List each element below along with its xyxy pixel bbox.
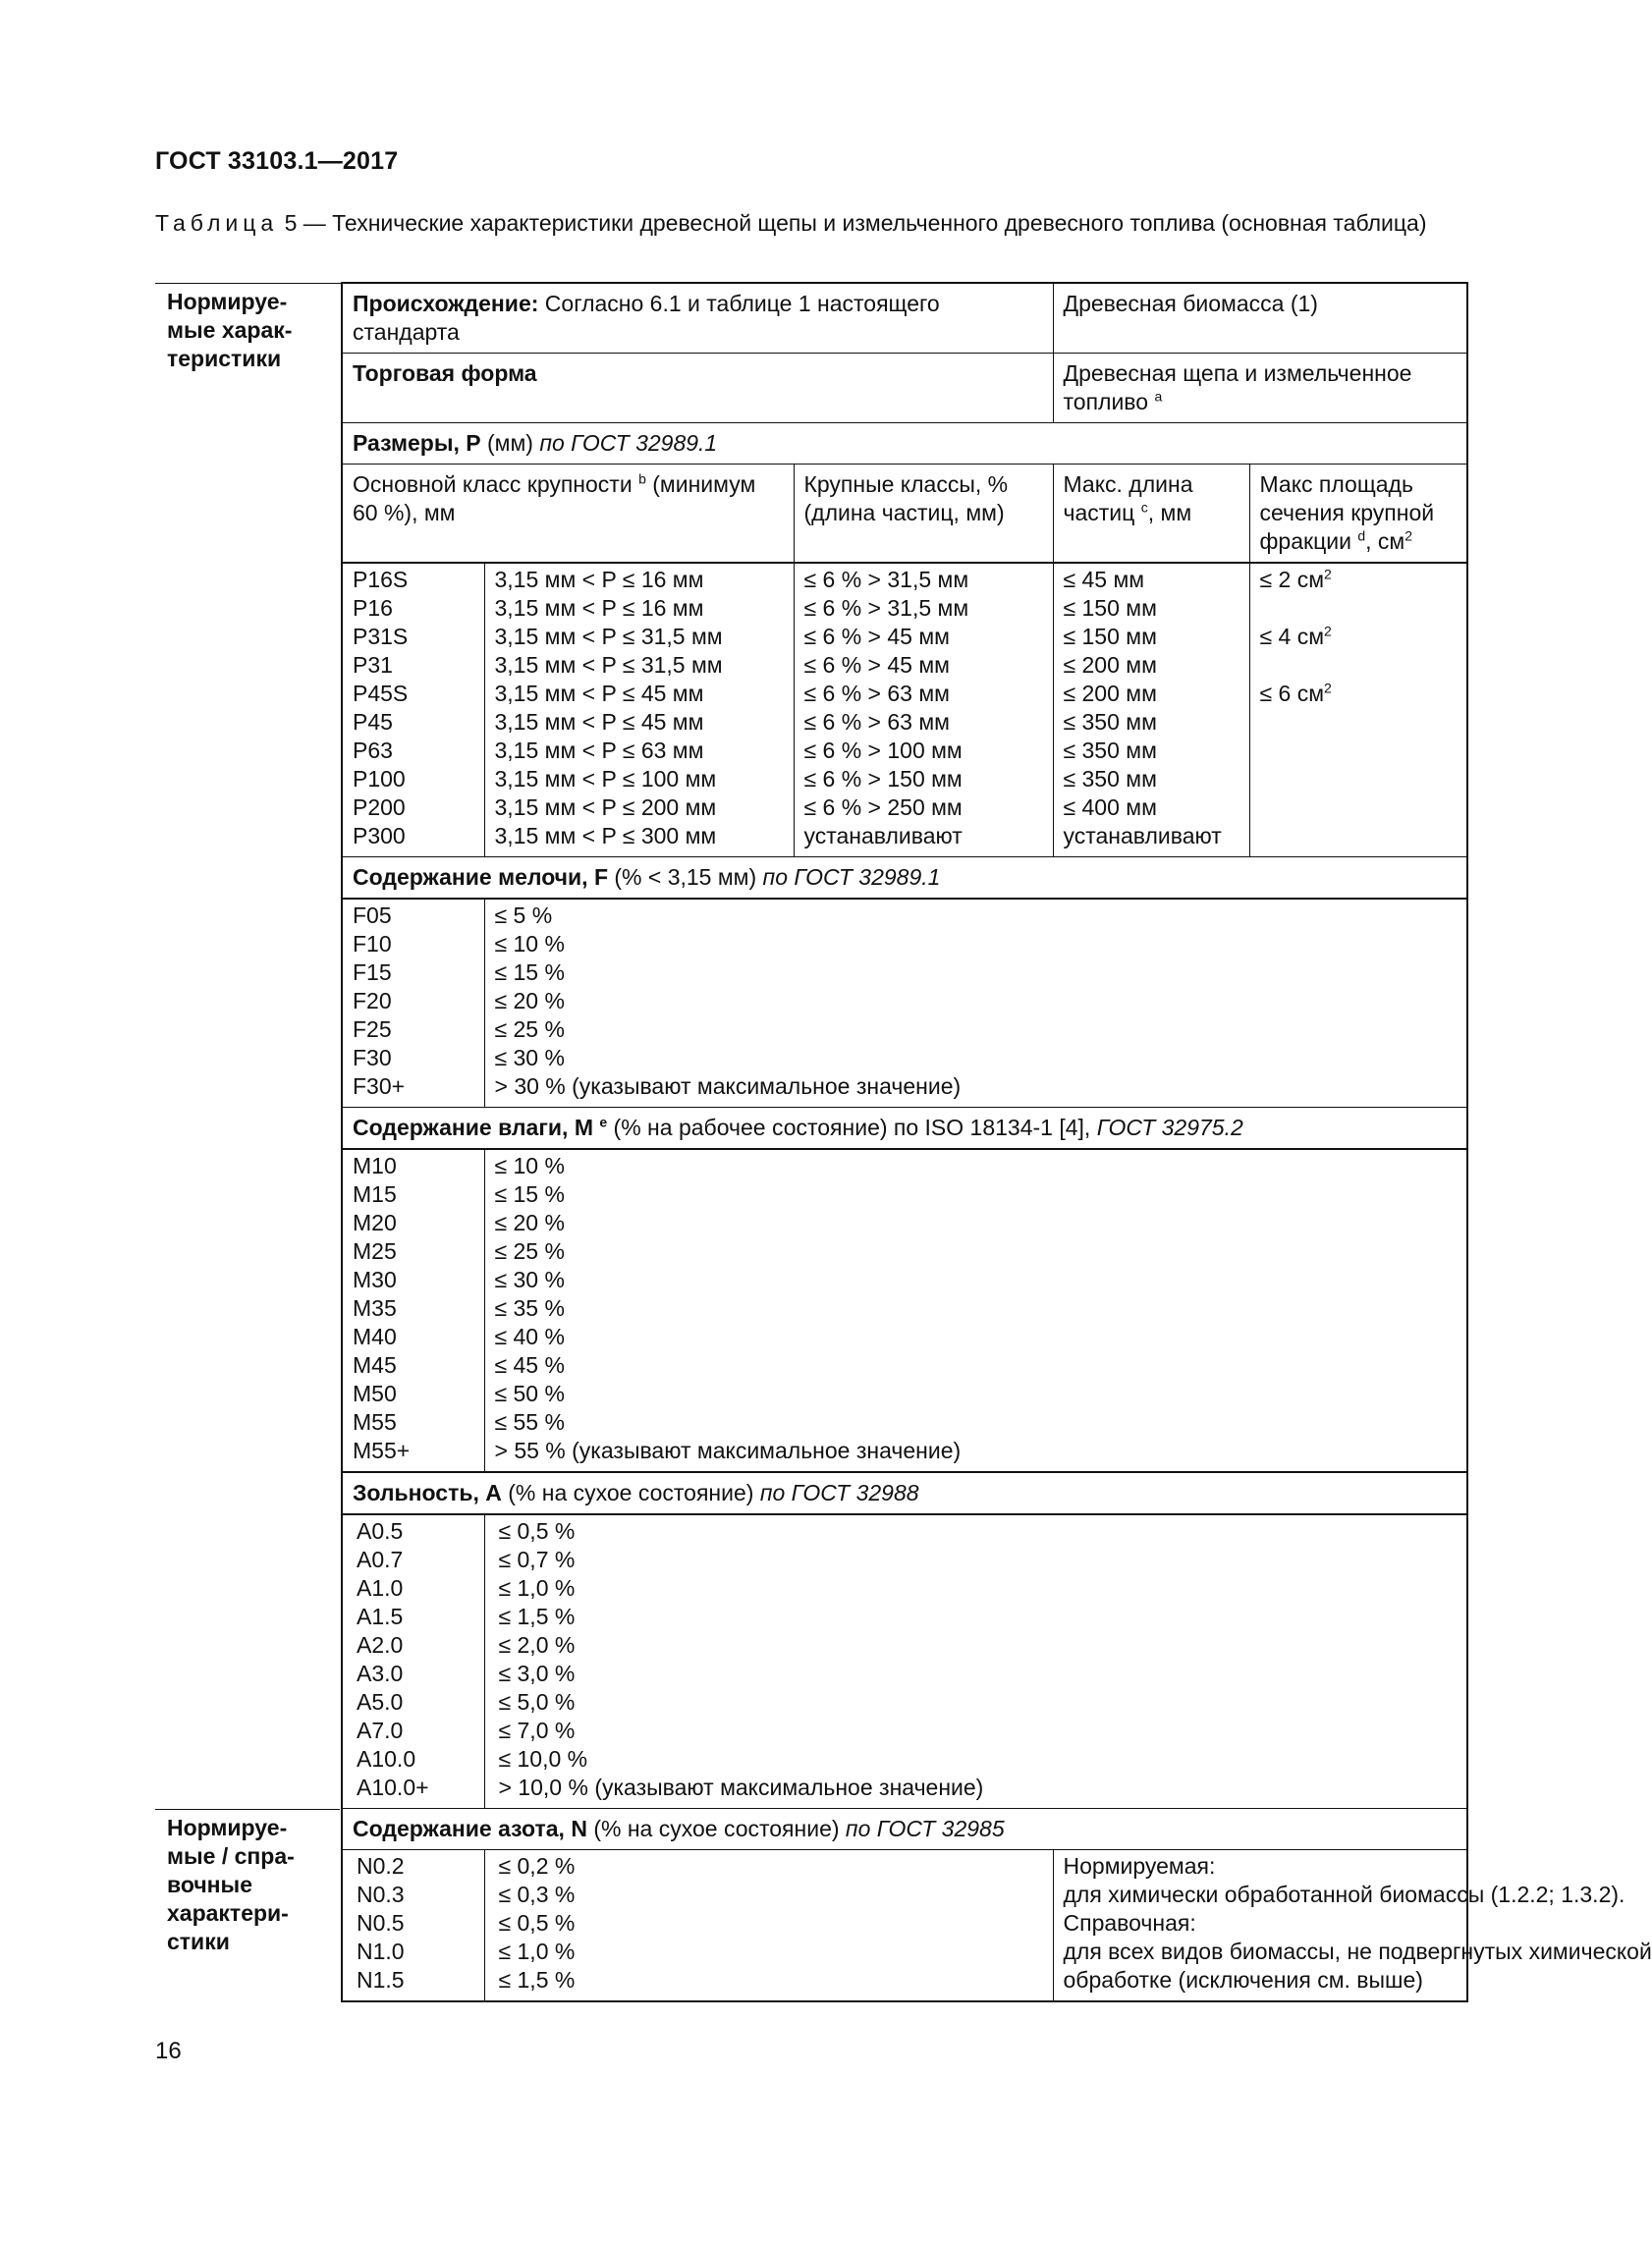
- caption-number: 5: [284, 210, 298, 236]
- list-line: Нормируе-: [167, 1814, 288, 1840]
- list-line: 3,15 мм < P ≤ 31,5 мм: [494, 624, 723, 649]
- origin-label: Происхождение:: [353, 291, 539, 316]
- list-line: P16S: [353, 567, 409, 592]
- list-line: A0.5: [357, 1518, 404, 1544]
- list-line: N1.5: [357, 1967, 405, 1993]
- nitrogen-notes-list: [1063, 1852, 1652, 1995]
- list-line: ≤ 0,7 %: [498, 1547, 576, 1572]
- list-line: ≤ 0,3 %: [498, 1882, 576, 1907]
- list-line: F30+: [353, 1073, 406, 1099]
- list-line: ≤ 2,0 %: [498, 1632, 576, 1658]
- list-line: обработке (исключения см. выше): [1063, 1967, 1423, 1993]
- list-line: ≤ 150 мм: [1063, 624, 1157, 649]
- dimensions-col2-header: Крупные классы, % (длина частиц, мм): [794, 465, 1053, 564]
- fines-title: [342, 857, 1467, 900]
- list-line: ≤ 1,0 %: [498, 1575, 576, 1601]
- list-line: P31: [353, 652, 393, 678]
- list-line: M25: [353, 1238, 397, 1264]
- list-line: N0.2: [357, 1853, 405, 1879]
- list-line: ≤ 6 % > 45 мм: [803, 624, 950, 649]
- nitrogen-values: [484, 1850, 1053, 2002]
- col4-text-b: , см: [1365, 528, 1405, 554]
- dimensions-main-list: [495, 566, 785, 850]
- fines-title-unit: (% < 3,15 мм): [608, 864, 763, 890]
- list-line: ≤ 6 % > 31,5 мм: [803, 595, 969, 621]
- list-line: 3,15 мм < P ≤ 300 мм: [494, 823, 717, 848]
- col3-text-b: , мм: [1147, 500, 1192, 525]
- stub-normative-informative-lines: [167, 1814, 332, 1956]
- list-line: F10: [353, 931, 392, 957]
- list-line: ≤ 350 мм: [1063, 738, 1157, 763]
- list-line: F20: [353, 988, 392, 1013]
- list-line: 3,15 мм < P ≤ 63 мм: [494, 738, 704, 763]
- dimensions-classes: [342, 563, 484, 857]
- col1-text-a: Основной класс крупности: [353, 471, 639, 497]
- list-line: устанавливают: [1063, 823, 1222, 848]
- list-line: ≤ 6 % > 100 мм: [803, 738, 963, 763]
- list-line: ≤ 30 %: [494, 1267, 565, 1292]
- list-line: P300: [353, 823, 406, 848]
- list-line: A1.5: [357, 1604, 404, 1629]
- list-line: P16: [353, 595, 393, 621]
- col1-sup: b: [638, 470, 646, 487]
- list-line: F15: [353, 959, 392, 985]
- list-line: ≤ 6 $см^2$: [1259, 680, 1332, 706]
- list-line: P200: [353, 794, 406, 820]
- fines-values-list: [495, 902, 1459, 1101]
- ash-classes-list: [353, 1517, 475, 1802]
- list-line: мые харак-: [167, 316, 293, 343]
- list-line: P45S: [353, 681, 409, 706]
- dimensions-coarse: [794, 563, 1053, 857]
- list-line: ≤ 400 мм: [1063, 794, 1157, 820]
- col1-text-b: (минимум 60 %), мм: [353, 471, 756, 525]
- list-line: A2.0: [357, 1632, 404, 1658]
- list-line: M55: [353, 1409, 397, 1435]
- list-line: > 55 % (указывают максимальное значение): [494, 1438, 962, 1463]
- list-line: ≤ 4 $см^2$: [1259, 623, 1332, 649]
- list-line: M45: [353, 1352, 397, 1378]
- nitrogen-classes: [342, 1850, 484, 2002]
- unit-superscript: 2: [1324, 623, 1332, 639]
- col3-text-a: Макс. длина частиц: [1063, 471, 1193, 525]
- dimensions-max-area: [1249, 563, 1467, 857]
- caption-prefix: Таблица: [155, 210, 279, 236]
- list-line: ≤ 45 %: [494, 1352, 565, 1378]
- list-line: N0.5: [357, 1910, 405, 1936]
- fines-title-bold: Содержание мелочи, F: [353, 864, 608, 890]
- nitrogen-title-bold: Содержание азота, N: [353, 1816, 587, 1841]
- list-line: ≤ 0,5 %: [498, 1910, 576, 1936]
- list-line: ≤ 30 %: [494, 1045, 565, 1070]
- ash-values-list: [495, 1517, 1459, 1802]
- moisture-title: [342, 1108, 1467, 1150]
- fines-values: [484, 899, 1467, 1108]
- dimensions-title-unit: (мм): [480, 430, 540, 456]
- moisture-title-bold: Содержание влаги, M: [353, 1115, 593, 1140]
- list-line: A3.0: [357, 1661, 404, 1686]
- moisture-classes-list: [353, 1152, 475, 1465]
- dimensions-max-area-list: [1260, 566, 1459, 708]
- list-line: M35: [353, 1295, 397, 1321]
- list-line: ≤ 20 %: [494, 988, 565, 1013]
- list-line: [1260, 594, 1459, 623]
- unit-superscript: 2: [1324, 566, 1332, 582]
- list-line: ≤ 6 % > 45 мм: [803, 652, 950, 678]
- fines-classes-list: [353, 902, 475, 1101]
- moisture-classes: [342, 1149, 484, 1472]
- list-line: ≤ 25 %: [494, 1016, 565, 1042]
- dimensions-title-method: по ГОСТ 32989.1: [539, 430, 718, 456]
- list-line: P31S: [353, 624, 409, 649]
- list-line: ≤ 7,0 %: [498, 1718, 576, 1743]
- dimensions-max-length: [1053, 563, 1249, 857]
- table-caption: [155, 208, 1471, 239]
- list-line: Нормируе-: [167, 288, 288, 314]
- list-line: ≤ 6 % > 63 мм: [803, 681, 950, 706]
- list-line: ≤ 200 мм: [1063, 652, 1157, 678]
- stub-normative: [155, 283, 342, 2001]
- col4-sup: d: [1357, 527, 1366, 544]
- trade-form-note: a: [1154, 388, 1163, 405]
- origin-cell: [342, 283, 1053, 354]
- list-line: ≤ 55 %: [494, 1409, 565, 1435]
- list-line: ≤ 6 % > 250 мм: [803, 794, 963, 820]
- list-line: A5.0: [357, 1689, 404, 1715]
- list-line: A10.0+: [357, 1775, 429, 1800]
- moisture-title-method: ГОСТ 32975.2: [1096, 1115, 1243, 1140]
- list-line: ≤ 0,2 %: [498, 1853, 576, 1879]
- list-line: ≤ 6 % > 31,5 мм: [803, 567, 969, 592]
- nitrogen-title: [342, 1809, 1467, 1850]
- list-line: 3,15 мм < P ≤ 16 мм: [494, 567, 704, 592]
- col4-sup2: 2: [1404, 527, 1413, 544]
- moisture-values-list: [495, 1152, 1459, 1465]
- list-line: M40: [353, 1324, 397, 1349]
- list-line: F05: [353, 902, 392, 928]
- list-line: A10.0: [357, 1746, 416, 1772]
- list-line: мые / спра-: [167, 1842, 295, 1869]
- list-line: ≤ 6 % > 63 мм: [803, 709, 950, 735]
- list-line: > 10,0 % (указывают максимальное значение): [498, 1775, 984, 1800]
- list-line: P63: [353, 738, 393, 763]
- nitrogen-values-list: [495, 1852, 1044, 1995]
- ash-classes: [342, 1514, 484, 1809]
- unit-superscript: 2: [1324, 680, 1332, 696]
- col3-sup: c: [1140, 499, 1148, 516]
- caption-text: — Технические характеристики древесной щепы и измельченного древесного топлива (основная таблица): [297, 210, 1427, 236]
- list-line: M50: [353, 1381, 397, 1406]
- dimensions-main: [484, 563, 794, 857]
- list-line: для всех видов биомассы, не подвергнутых химической: [1063, 1939, 1652, 1964]
- list-line: M10: [353, 1153, 397, 1178]
- stub-normative-informative: [155, 1809, 340, 2003]
- list-line: ≤ 3,0 %: [498, 1661, 576, 1686]
- list-line: N1.0: [357, 1939, 405, 1964]
- list-line: ≤ 5,0 %: [498, 1689, 576, 1715]
- dimensions-coarse-list: [804, 566, 1044, 850]
- trade-form-label: Торговая форма: [342, 354, 1053, 423]
- nitrogen-notes: [1053, 1850, 1652, 2002]
- list-line: M55+: [353, 1438, 411, 1463]
- list-line: вочные: [167, 1871, 252, 1897]
- list-line: ≤ 20 %: [494, 1210, 565, 1235]
- ash-values: [484, 1514, 1467, 1809]
- origin-text: Согласно 6.1 и таблице 1 настоящего стандарта: [353, 291, 940, 345]
- list-line: ≤ 45 мм: [1063, 567, 1145, 592]
- list-line: ≤ 1,5 %: [498, 1967, 576, 1993]
- ash-title-method: по ГОСТ 32988: [759, 1480, 919, 1505]
- dimensions-col3-header: [1053, 465, 1249, 564]
- list-line: ≤ 15 %: [494, 959, 565, 985]
- col4-text-a: Макс площадь сечения крупной фракции: [1259, 471, 1435, 554]
- moisture-values: [484, 1149, 1467, 1472]
- trade-form-text: Древесная щепа и измельченное топливо: [1063, 360, 1412, 414]
- list-line: F25: [353, 1016, 392, 1042]
- list-line: 3,15 мм < P ≤ 200 мм: [494, 794, 717, 820]
- list-line: A7.0: [357, 1718, 404, 1743]
- list-line: ≤ 1,0 %: [498, 1939, 576, 1964]
- list-line: ≤ 2 $см^2$: [1259, 566, 1332, 592]
- dimensions-col4-header: [1249, 465, 1467, 564]
- dimensions-title-bold: Размеры, P: [353, 430, 481, 456]
- list-line: P100: [353, 766, 406, 792]
- list-line: ≤ 15 %: [494, 1181, 565, 1207]
- list-line: ≤ 25 %: [494, 1238, 565, 1264]
- list-line: для химически обработанной биомассы (1.2.2; 1.3.2).: [1063, 1882, 1625, 1907]
- list-line: ≤ 1,5 %: [498, 1604, 576, 1629]
- list-line: Нормируемая:: [1063, 1853, 1216, 1879]
- list-line: 3,15 мм < P ≤ 16 мм: [494, 595, 704, 621]
- specification-table: [155, 282, 1652, 2002]
- list-line: ≤ 35 %: [494, 1295, 565, 1321]
- moisture-title-unit: (% на рабочее состояние) по ISO 18134-1 [4],: [607, 1115, 1097, 1140]
- ash-title-unit: (% на сухое состояние): [501, 1480, 760, 1505]
- list-line: ≤ 350 мм: [1063, 766, 1157, 792]
- list-line: теристики: [167, 345, 282, 371]
- origin-value: Древесная биомасса (1): [1053, 283, 1467, 354]
- dimensions-classes-list: [353, 566, 475, 850]
- list-line: M30: [353, 1267, 397, 1292]
- fines-classes: [342, 899, 484, 1108]
- list-line: стики: [167, 1928, 230, 1954]
- list-line: характери-: [167, 1899, 289, 1926]
- list-line: ≤ 5 %: [494, 902, 553, 928]
- list-line: устанавливают: [803, 823, 963, 848]
- nitrogen-classes-list: [353, 1852, 475, 1995]
- list-line: ≤ 10 %: [494, 1153, 565, 1178]
- list-line: [1260, 651, 1459, 680]
- list-line: A1.0: [357, 1575, 404, 1601]
- list-line: ≤ 0,5 %: [498, 1518, 576, 1544]
- list-line: F30: [353, 1045, 392, 1070]
- dimensions-title: [342, 423, 1467, 465]
- list-line: ≤ 40 %: [494, 1324, 565, 1349]
- fines-title-method: по ГОСТ 32989.1: [762, 864, 941, 890]
- list-line: ≤ 6 % > 150 мм: [803, 766, 963, 792]
- list-line: 3,15 мм < P ≤ 100 мм: [494, 766, 717, 792]
- list-line: N0.3: [357, 1882, 405, 1907]
- list-line: 3,15 мм < P ≤ 31,5 мм: [494, 652, 723, 678]
- dimensions-col1-header: [342, 465, 794, 564]
- trade-form-value: [1053, 354, 1467, 423]
- list-line: ≤ 150 мм: [1063, 595, 1157, 621]
- dimensions-max-length-list: [1064, 566, 1240, 850]
- list-line: P45: [353, 709, 393, 735]
- stub-normative-lines: [167, 288, 333, 373]
- list-line: ≤ 350 мм: [1063, 709, 1157, 735]
- list-line: 3,15 мм < P ≤ 45 мм: [494, 681, 704, 706]
- list-line: M15: [353, 1181, 397, 1207]
- list-line: ≤ 10,0 %: [498, 1746, 588, 1772]
- ash-title-bold: Зольность, A: [353, 1480, 502, 1505]
- ash-title: [342, 1472, 1467, 1514]
- list-line: > 30 % (указывают максимальное значение): [494, 1073, 962, 1099]
- list-line: ≤ 10 %: [494, 931, 565, 957]
- list-line: ≤ 50 %: [494, 1381, 565, 1406]
- nitrogen-title-unit: (% на сухое состояние): [586, 1816, 846, 1841]
- list-line: 3,15 мм < P ≤ 45 мм: [494, 709, 704, 735]
- page-number: 16: [155, 2038, 182, 2064]
- list-line: ≤ 200 мм: [1063, 681, 1157, 706]
- nitrogen-title-method: по ГОСТ 32985: [845, 1816, 1005, 1841]
- list-line: A0.7: [357, 1547, 404, 1572]
- moisture-title-sup: e: [599, 1114, 608, 1130]
- list-line: Справочная:: [1063, 1910, 1196, 1936]
- list-line: M20: [353, 1210, 397, 1235]
- document-id: ГОСТ 33103.1—2017: [155, 147, 399, 175]
